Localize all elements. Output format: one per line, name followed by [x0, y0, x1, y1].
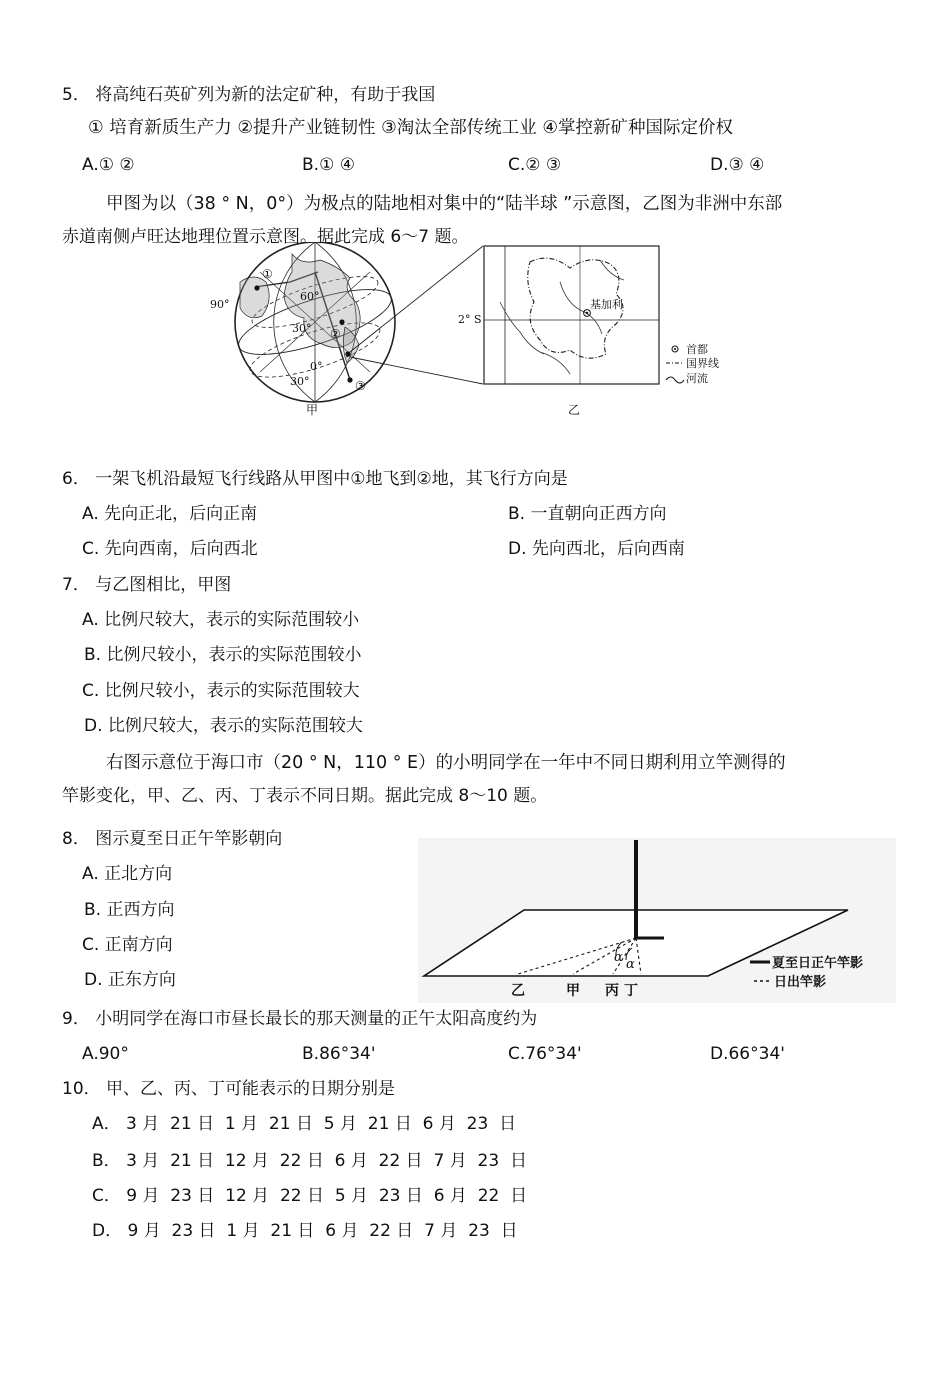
q10-option-b[interactable]: B． 3 月 21 日 12 月 22 日 6 月 22 日 7 月 23 日	[92, 1151, 527, 1171]
globe-tick-30s: 30°	[290, 375, 310, 388]
angle-alpha-1: α	[614, 950, 623, 965]
q5-stem: 5． 将高纯石英矿列为新的法定矿种，有助于我国	[62, 85, 436, 105]
angle-alpha-2: α	[626, 957, 635, 972]
q10-option-d[interactable]: D． 9 月 23 日 1 月 21 日 6 月 22 日 7 月 23 日	[92, 1221, 518, 1241]
q8-option-c[interactable]: C. 正南方向	[82, 935, 173, 955]
q8-option-b[interactable]: B. 正西方向	[84, 900, 175, 920]
figure-gnomon-shadow	[418, 838, 896, 1003]
point-jia: 甲	[566, 983, 580, 999]
globe-label-1: ①	[262, 267, 273, 281]
latitude-label: 2° S	[458, 313, 482, 326]
q7-option-a[interactable]: A. 比例尺较大，表示的实际范围较小	[82, 610, 360, 630]
q10-option-a[interactable]: A． 3 月 21 日 1 月 21 日 5 月 21 日 6 月 23 日	[92, 1114, 517, 1134]
q6-option-a[interactable]: A. 先向正北，后向正南	[82, 504, 258, 524]
q6-option-d[interactable]: D. 先向西北，后向西南	[508, 539, 685, 559]
q7-option-d[interactable]: D. 比例尺较大，表示的实际范围较大	[84, 716, 363, 736]
q9-option-a[interactable]: A.90°	[82, 1044, 129, 1064]
globe-tick-60: 60°	[300, 290, 320, 303]
q10-stem: 10． 甲、乙、丙、丁可能表示的日期分别是	[62, 1079, 396, 1099]
q10-option-c[interactable]: C． 9 月 23 日 12 月 22 日 5 月 23 日 6 月 22 日	[92, 1186, 528, 1206]
point-yi: 乙	[511, 983, 525, 999]
legend-sunrise-shadow: 日出竿影	[774, 975, 827, 990]
q5-option-c[interactable]: C.② ③	[508, 155, 562, 175]
globe-tick-30n: 30°	[292, 322, 312, 335]
q5-items: ① 培育新质生产力 ②提升产业链韧性 ③淘汰全部传统工业 ④掌控新矿种国际定价权	[88, 118, 734, 138]
caption-jia: 甲	[306, 403, 319, 417]
globe-tick-90: 90°	[210, 298, 230, 311]
q7-option-c[interactable]: C. 比例尺较小，表示的实际范围较大	[82, 681, 360, 701]
q6-stem: 6． 一架飞机沿最短飞行线路从甲图中①地飞到②地，其飞行方向是	[62, 469, 568, 489]
capital-label: 基加利	[590, 298, 623, 311]
figure-globe-and-map	[200, 242, 760, 422]
rwanda-map	[458, 246, 719, 417]
q8-option-d[interactable]: D. 正东方向	[84, 970, 176, 990]
intro67-line1: 甲图为以（38 ° N，0°）为极点的陆地相对集中的“陆半球 ”示意图，乙图为非洲中东部	[106, 194, 783, 214]
intro810-line2: 竿影变化，甲、乙、丙、丁表示不同日期。据此完成 8～10 题。	[62, 786, 548, 806]
q6-option-c[interactable]: C. 先向西南，后向西北	[82, 539, 258, 559]
q5-option-b[interactable]: B.① ④	[302, 155, 355, 175]
legend-border: 国界线	[686, 357, 719, 370]
legend-river: 河流	[686, 372, 708, 385]
q7-option-b[interactable]: B. 比例尺较小，表示的实际范围较小	[84, 645, 362, 665]
q9-option-d[interactable]: D.66°34'	[710, 1044, 785, 1064]
q9-option-c[interactable]: C.76°34'	[508, 1044, 582, 1064]
q6-option-b[interactable]: B. 一直朝向正西方向	[508, 504, 667, 524]
intro67-line2: 赤道南侧卢旺达地理位置示意图。据此完成 6～7 题。	[62, 227, 469, 247]
q8-stem: 8． 图示夏至日正午竿影朝向	[62, 829, 283, 849]
q9-stem: 9． 小明同学在海口市昼长最长的那天测量的正午太阳高度约为	[62, 1009, 538, 1029]
globe-label-2: ②	[330, 327, 341, 341]
q9-option-b[interactable]: B.86°34'	[302, 1044, 376, 1064]
q5-option-a[interactable]: A.① ②	[82, 155, 135, 175]
globe-label-3: ③	[355, 379, 366, 393]
q7-stem: 7． 与乙图相比，甲图	[62, 575, 232, 595]
q8-option-a[interactable]: A. 正北方向	[82, 864, 173, 884]
globe-tick-0: 0°	[310, 360, 323, 373]
q5-option-d[interactable]: D.③ ④	[710, 155, 765, 175]
caption-yi: 乙	[568, 403, 581, 417]
point-bing: 丙	[605, 983, 619, 999]
globe-figure	[232, 242, 398, 402]
point-ding: 丁	[624, 983, 638, 999]
intro810-line1: 右图示意位于海口市（20 ° N，110 ° E）的小明同学在一年中不同日期利用立竿测得的	[106, 753, 786, 773]
legend-capital: 首都	[686, 343, 708, 356]
legend-noon-shadow: 夏至日正午竿影	[772, 956, 864, 971]
